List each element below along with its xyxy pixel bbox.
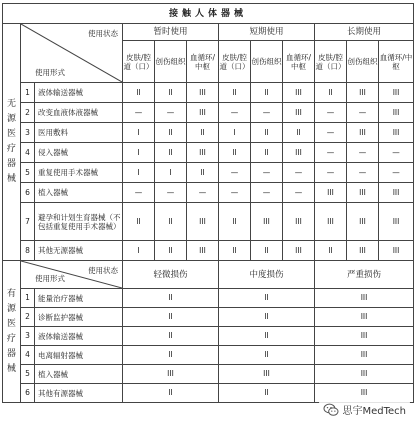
- class-cell: II: [315, 241, 347, 261]
- class-cell: —: [251, 163, 283, 183]
- section-label-char: 器: [6, 159, 16, 169]
- class-cell: III: [187, 203, 219, 241]
- class-cell: II: [123, 346, 219, 365]
- class-cell: III: [347, 123, 379, 143]
- row-number: 4: [21, 346, 35, 365]
- class-cell: —: [251, 183, 283, 203]
- class-cell: II: [219, 241, 251, 261]
- row-name: 其他无源器械: [35, 241, 123, 261]
- class-cell: II: [251, 143, 283, 163]
- table-row: [3, 384, 414, 403]
- section-label-char: 械: [6, 174, 16, 184]
- class-cell: II: [123, 308, 219, 327]
- subheader-cell: 皮肤/腔道（口）: [315, 41, 347, 83]
- class-cell: II: [219, 346, 315, 365]
- class-cell: I: [123, 241, 155, 261]
- class-cell: —: [347, 163, 379, 183]
- class-cell: II: [219, 143, 251, 163]
- class-cell: I: [123, 143, 155, 163]
- group-moderate-injury: 中度损伤: [219, 261, 315, 289]
- row-name: 液体输送器械: [35, 327, 123, 346]
- row-number: 7: [21, 203, 35, 241]
- class-cell: II: [219, 327, 315, 346]
- table-row: [3, 241, 414, 261]
- class-cell: II: [251, 123, 283, 143]
- class-cell: II: [219, 308, 315, 327]
- class-cell: III: [283, 241, 315, 261]
- table-row: [3, 289, 414, 308]
- row-name: 改变血液体液器械: [35, 103, 123, 123]
- class-cell: —: [187, 183, 219, 203]
- row-name: 其他有源器械: [35, 384, 123, 403]
- subheader-cell: 皮肤/腔道（口）: [219, 41, 251, 83]
- class-cell: I: [219, 123, 251, 143]
- class-cell: III: [379, 103, 414, 123]
- watermark-text: 思宇MedTech: [342, 406, 406, 417]
- subheader-cell: 创伤组织: [155, 41, 187, 83]
- class-cell: III: [315, 346, 414, 365]
- class-cell: —: [347, 103, 379, 123]
- class-cell: —: [315, 103, 347, 123]
- row-number: 3: [21, 123, 35, 143]
- class-cell: II: [155, 123, 187, 143]
- class-cell: III: [379, 123, 414, 143]
- table-title: 接触人体器械: [3, 4, 414, 24]
- classification-table: [2, 3, 414, 403]
- subheader-cell: 血循环/中枢: [187, 41, 219, 83]
- row-number: 5: [21, 365, 35, 384]
- class-cell: I: [123, 163, 155, 183]
- class-cell: II: [155, 143, 187, 163]
- class-cell: II: [283, 123, 315, 143]
- class-cell: —: [315, 163, 347, 183]
- table-row: [3, 143, 414, 163]
- group-short-term: 短期使用: [219, 24, 315, 41]
- group-long-term: 长期使用: [315, 24, 414, 41]
- class-cell: —: [219, 103, 251, 123]
- section-label-char: 有: [6, 288, 16, 299]
- class-cell: III: [347, 203, 379, 241]
- class-cell: III: [315, 327, 414, 346]
- row-number: 4: [21, 143, 35, 163]
- class-cell: III: [379, 241, 414, 261]
- class-cell: —: [315, 123, 347, 143]
- section-label-char: 源: [6, 114, 16, 124]
- row-name: 侵入器械: [35, 143, 123, 163]
- class-cell: II: [251, 241, 283, 261]
- class-cell: II: [155, 241, 187, 261]
- table-row: [3, 123, 414, 143]
- section-label-passive: [3, 24, 21, 261]
- section-label-char: 医: [6, 129, 16, 139]
- class-cell: II: [219, 384, 315, 403]
- section-label-char: 医: [6, 318, 16, 329]
- class-cell: III: [219, 365, 315, 384]
- row-name: 重复使用手术器械: [35, 163, 123, 183]
- row-name: 液体输送器械: [35, 83, 123, 103]
- class-cell: III: [123, 365, 219, 384]
- row-number: 8: [21, 241, 35, 261]
- header-diagonal-cell-active: [21, 261, 123, 289]
- table-row: [3, 327, 414, 346]
- class-cell: —: [347, 143, 379, 163]
- class-cell: —: [155, 103, 187, 123]
- section-label-char: 器: [6, 348, 16, 359]
- class-cell: —: [283, 163, 315, 183]
- class-cell: II: [123, 203, 155, 241]
- class-cell: III: [315, 203, 347, 241]
- class-cell: —: [219, 183, 251, 203]
- class-cell: III: [251, 203, 283, 241]
- wechat-icon: [323, 403, 339, 417]
- row-number: 2: [21, 103, 35, 123]
- watermark: [319, 401, 410, 418]
- row-number: 6: [21, 183, 35, 203]
- row-number: 3: [21, 327, 35, 346]
- class-cell: III: [187, 241, 219, 261]
- table-row: [3, 365, 414, 384]
- subheader-cell: 血循环/中枢: [379, 41, 414, 83]
- class-cell: III: [315, 183, 347, 203]
- header-diagonal-cell: [21, 24, 123, 83]
- row-number: 1: [21, 289, 35, 308]
- class-cell: II: [251, 83, 283, 103]
- row-number: 1: [21, 83, 35, 103]
- subheader-cell: 创伤组织: [251, 41, 283, 83]
- subheader-cell: 创伤组织: [347, 41, 379, 83]
- class-cell: III: [187, 143, 219, 163]
- class-cell: III: [347, 83, 379, 103]
- subheader-cell: 皮肤/腔道（口）: [123, 41, 155, 83]
- class-cell: II: [123, 327, 219, 346]
- class-cell: I: [123, 123, 155, 143]
- class-cell: II: [123, 289, 219, 308]
- row-name: 电离辐射器械: [35, 346, 123, 365]
- class-cell: III: [187, 103, 219, 123]
- section-label-char: 源: [6, 303, 16, 314]
- class-cell: III: [283, 143, 315, 163]
- row-name: 植入器械: [35, 365, 123, 384]
- row-name: 诊断监护器械: [35, 308, 123, 327]
- class-cell: III: [283, 203, 315, 241]
- group-temporary: 暂时使用: [123, 24, 219, 41]
- class-cell: III: [315, 365, 414, 384]
- table-row: [3, 83, 414, 103]
- class-cell: II: [123, 83, 155, 103]
- row-name: 能量治疗器械: [35, 289, 123, 308]
- table-row: [3, 308, 414, 327]
- row-name: 植入器械: [35, 183, 123, 203]
- class-cell: —: [123, 103, 155, 123]
- section-label-char: 疗: [6, 144, 16, 154]
- table-row: [3, 163, 414, 183]
- class-cell: III: [347, 241, 379, 261]
- state-label: 使用状态: [88, 266, 118, 275]
- section-label-char: 疗: [6, 333, 16, 344]
- class-cell: III: [315, 289, 414, 308]
- table-row: [3, 103, 414, 123]
- class-cell: III: [347, 183, 379, 203]
- class-cell: —: [251, 103, 283, 123]
- class-cell: —: [315, 143, 347, 163]
- table-row: [3, 203, 414, 241]
- class-cell: III: [379, 83, 414, 103]
- class-cell: II: [123, 384, 219, 403]
- class-cell: III: [315, 384, 414, 403]
- class-cell: II: [219, 289, 315, 308]
- class-cell: —: [123, 183, 155, 203]
- class-cell: II: [187, 123, 219, 143]
- class-cell: I: [155, 163, 187, 183]
- class-cell: III: [379, 203, 414, 241]
- section-label-active: [3, 261, 21, 403]
- class-cell: —: [283, 183, 315, 203]
- class-cell: II: [315, 83, 347, 103]
- table-row: [3, 183, 414, 203]
- class-cell: III: [187, 83, 219, 103]
- class-cell: —: [219, 163, 251, 183]
- form-label: 使用形式: [35, 68, 65, 77]
- class-cell: II: [219, 203, 251, 241]
- row-name: 避孕和计划生育器械（不包括重复使用手术器械）: [35, 203, 123, 241]
- class-cell: —: [379, 163, 414, 183]
- group-severe-injury: 严重损伤: [315, 261, 414, 289]
- class-cell: —: [155, 183, 187, 203]
- group-minor-injury: 轻微损伤: [123, 261, 219, 289]
- row-number: 5: [21, 163, 35, 183]
- section-label-char: 械: [6, 363, 16, 374]
- state-label: 使用状态: [88, 29, 118, 38]
- class-cell: II: [155, 203, 187, 241]
- table-row: [3, 346, 414, 365]
- subheader-cell: 血循环/中枢: [283, 41, 315, 83]
- class-cell: II: [187, 163, 219, 183]
- form-label: 使用形式: [35, 274, 65, 283]
- class-cell: —: [379, 143, 414, 163]
- row-name: 医用敷料: [35, 123, 123, 143]
- class-cell: II: [219, 83, 251, 103]
- class-cell: II: [155, 83, 187, 103]
- row-number: 6: [21, 384, 35, 403]
- class-cell: III: [315, 308, 414, 327]
- row-number: 2: [21, 308, 35, 327]
- section-label-char: 无: [6, 99, 16, 109]
- class-cell: III: [283, 83, 315, 103]
- class-cell: III: [379, 183, 414, 203]
- class-cell: III: [283, 103, 315, 123]
